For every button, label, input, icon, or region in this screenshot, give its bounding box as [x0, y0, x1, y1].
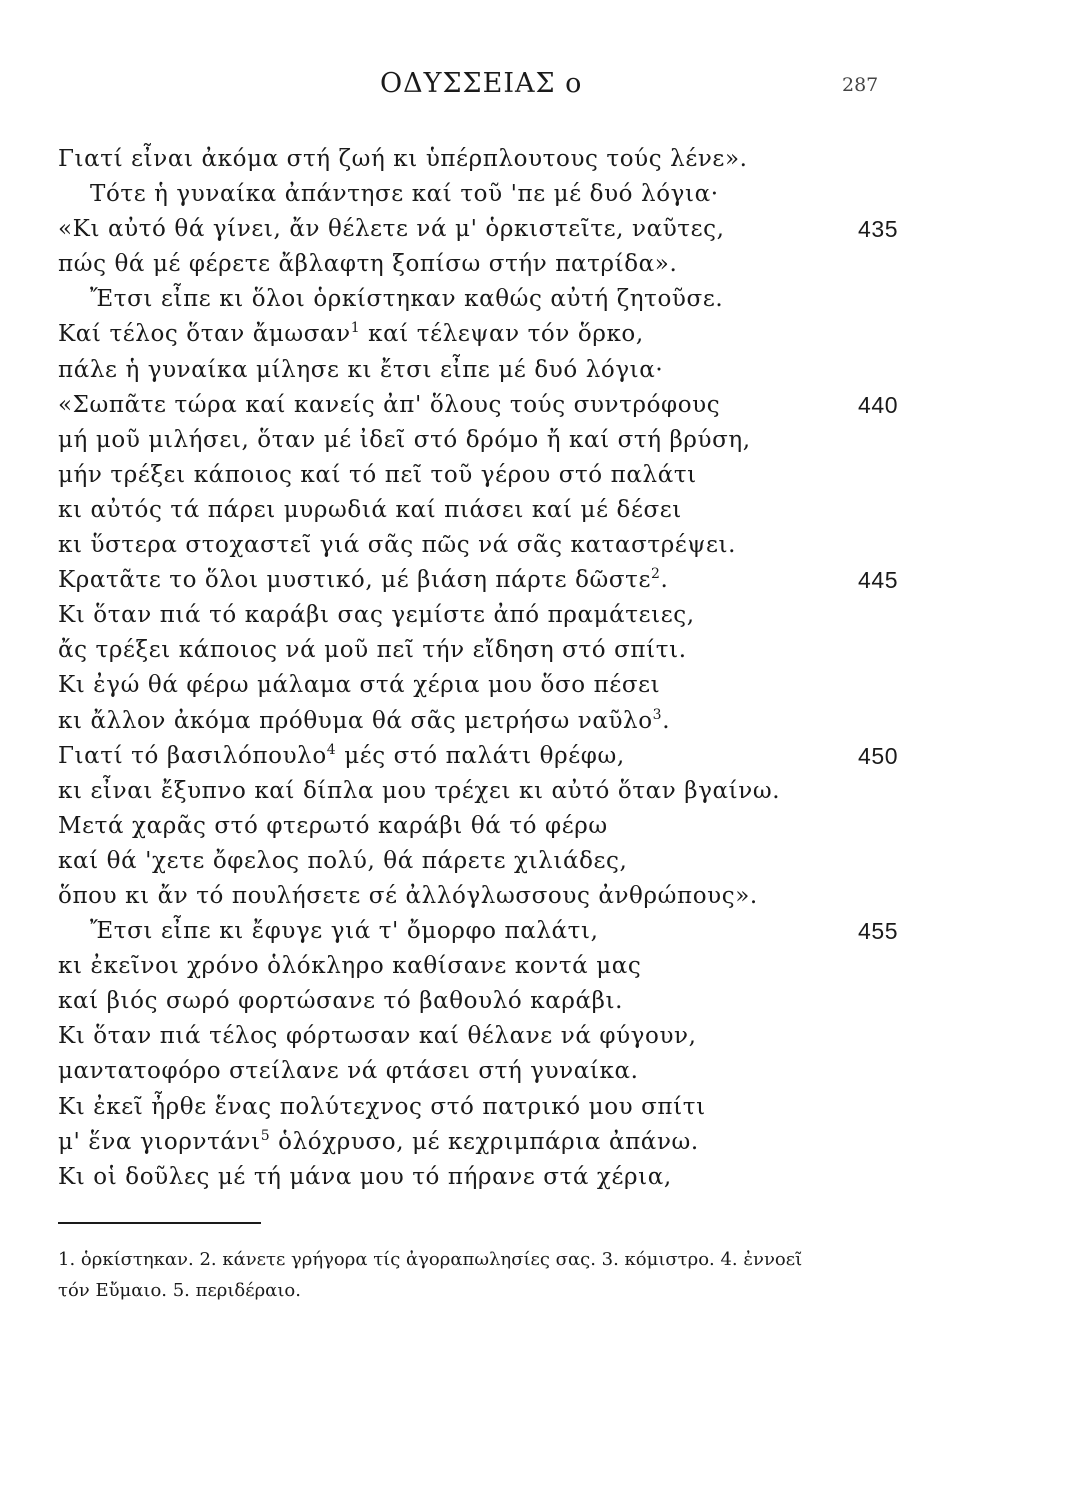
footnote-marker: 1 [350, 320, 361, 337]
line-number: 445 [858, 567, 899, 594]
verse-text-tail: μές στό παλάτι θρέφω, [336, 742, 625, 769]
verse-text-main: Κι ὅταν πιά τό καράβι σας γεμίστε ἀπό πραμάτειες, [58, 602, 695, 629]
verse-text-tail: ὁλόχρυσο, μέ κεχριμπάρια ἀπάνω. [270, 1128, 699, 1155]
verse-line [58, 282, 1018, 317]
verse-text-main: ὅπου κι ἄν τό πουλήσετε σέ ἀλλόγλωσσους ἀνθρώπους». [58, 882, 758, 909]
verse-text-main: ἄς τρέξει κάποιος νά μοῦ πεῖ τήν εἴδηση στό σπίτι. [58, 637, 687, 664]
verse-line [58, 1054, 1018, 1089]
footnotes [58, 1244, 918, 1306]
verse-line [58, 317, 1018, 352]
verse-text [58, 778, 780, 804]
footnote-marker: 3 [652, 706, 663, 723]
verse-text [58, 988, 623, 1014]
verse-text-tail: καί τέλεψαν τόν ὅρκο, [360, 321, 644, 348]
verse-text-main: «Κι αὐτό θά γίνει, ἄν θέλετε νά μ' ὁρκιστεῖτε, ναῦτες, [58, 216, 725, 243]
verse-text [58, 181, 719, 207]
line-number: 455 [858, 918, 899, 945]
verse-line [58, 528, 1018, 563]
line-number: 435 [858, 216, 899, 243]
line-number: 450 [858, 742, 899, 769]
footnote-marker: 4 [326, 741, 337, 758]
verse-line [58, 1125, 1018, 1160]
verse-text [58, 1094, 706, 1120]
verse-text-main: Γιατί τό βασιλόπουλο [58, 742, 327, 769]
verse-text-main: Κι ἐκεῖ ἦρθε ἕνας πολύτεχνος στό πατρικό μου σπίτι [58, 1093, 706, 1120]
verse-line [58, 493, 1018, 528]
verse-text-main: καί βιός σωρό φορτώσανε τό βαθουλό καράβι. [58, 988, 624, 1015]
verse-line [58, 388, 1018, 423]
verse-line [58, 949, 1018, 984]
verse-line [58, 142, 1018, 177]
verse-text-main: Γιατί εἶναι ἀκόμα στή ζωή κι ὑπέρπλουτους τούς λένε». [58, 146, 748, 172]
verse-text-main: μαντατοφόρο στείλανε νά φτάσει στή γυναίκα. [58, 1058, 639, 1085]
verse-text-main: Κρατᾶτε το ὅλοι μυστικό, μέ βιάση πάρτε δῶστε [58, 567, 652, 594]
verse-text [58, 1164, 672, 1190]
verse-text [58, 286, 723, 312]
verse-text-tail: . [660, 567, 669, 594]
verse-line [58, 177, 1018, 212]
verse-text [58, 216, 725, 242]
verse-text-main: Καί τέλος ὅταν ἄμωσαν [58, 321, 351, 348]
verse-text [58, 743, 625, 769]
verse-text [58, 357, 663, 383]
footnote-marker: 2 [651, 566, 661, 583]
verse-text [58, 1129, 699, 1155]
verse-text-main: Ἔτσι εἶπε κι ἔφυγε γιά τ' ὄμορφο παλάτι, [90, 918, 599, 945]
verse-text [58, 918, 599, 944]
verse-text-main: κι ὕστερα στοχαστεῖ γιά σᾶς πῶς νά σᾶς καταστρέψει. [58, 532, 737, 559]
running-head [0, 68, 1085, 108]
verse-line [58, 353, 1018, 388]
verse-line [58, 1160, 1018, 1195]
verse-text-main: μή μοῦ μιλήσει, ὅταν μέ ἰδεῖ στό δρόμο ἤ καί στή βρύση, [58, 426, 751, 453]
verse-text [58, 813, 608, 839]
verse-text-main: Κι οἱ δοῦλες μέ τή μάνα μου τό πήρανε στά χέρια, [58, 1163, 672, 1190]
verse-line [58, 598, 1018, 633]
verse-line [58, 809, 1018, 844]
verse-text [58, 462, 697, 488]
verse-line [58, 774, 1018, 809]
verse-line [58, 984, 1018, 1019]
verse-text-main: Τότε ἡ γυναίκα ἀπάντησε καί τοῦ 'πε μέ δυό λόγια· [90, 181, 719, 208]
verse-line [58, 879, 1018, 914]
verse-line [58, 563, 1018, 598]
verse-text [58, 602, 695, 628]
verse-text [58, 1058, 639, 1084]
verse-text-main: Κι ὅταν πιά τέλος φόρτωσαν καί θέλανε νά φύγουν, [58, 1023, 697, 1050]
verse-text-main: μήν τρέξει κάποιος καί τό πεῖ τοῦ γέρου στό παλάτι [58, 461, 697, 488]
verse-text-main: Μετά χαρᾶς στό φτερωτό καράβι θά τό φέρω [58, 812, 608, 839]
verse-line [58, 704, 1018, 739]
verse-text-main: κι αὐτός τά πάρει μυρωδιά καί πιάσει καί μέ δέσει [58, 496, 682, 523]
running-title: ΟΔΥΣΣΕΙΑΣ ο [380, 68, 583, 99]
verse-line [58, 739, 1018, 774]
verse-line [58, 458, 1018, 493]
verse-text [58, 427, 751, 453]
page-number: 287 [842, 74, 879, 96]
verse-line [58, 1019, 1018, 1054]
verse-text-main: Ἔτσι εἶπε κι ὅλοι ὁρκίστηκαν καθώς αὐτή ζητοῦσε. [90, 286, 724, 313]
verse-text [58, 672, 660, 698]
verse-line [58, 633, 1018, 668]
verse-line [58, 212, 1018, 247]
verse-text-main: Κι ἐγώ θά φέρω μάλαμα στά χέρια μου ὅσο πέσει [58, 672, 661, 699]
verse-line [58, 668, 1018, 703]
verse-text-main: κι ἄλλον ἀκόμα πρόθυμα θά σᾶς μετρήσω ναῦλο [58, 707, 653, 734]
verse-text [58, 251, 677, 277]
verse-text [58, 848, 627, 874]
verse-text-main: πώς θά μέ φέρετε ἄβλαφτη ξοπίσω στήν πατρίδα». [58, 251, 678, 278]
footnote-divider [58, 1222, 261, 1224]
verse-text [58, 146, 748, 172]
verse-text-main: «Σωπᾶτε τώρα καί κανείς ἀπ' ὅλους τούς συντρόφους [58, 391, 721, 418]
poem-text [58, 142, 1018, 1195]
verse-text [58, 532, 736, 558]
verse-text [58, 567, 668, 593]
verse-text [58, 392, 720, 418]
verse-text-main: καί θά 'χετε ὄφελος πολύ, θά πάρετε χιλιάδες, [58, 847, 628, 874]
verse-text [58, 321, 644, 347]
verse-line [58, 914, 1018, 949]
footnote-marker: 5 [260, 1127, 271, 1144]
verse-line [58, 423, 1018, 458]
verse-text-main: κι εἶναι ἔξυπνο καί δίπλα μου τρέχει κι αὐτό ὅταν βγαίνω. [58, 777, 781, 804]
verse-text-tail: . [662, 707, 671, 734]
verse-line [58, 844, 1018, 879]
footnote-line: 1. ὁρκίστηκαν. 2. κάνετε γρήγορα τίς ἀγοραπωλησίες σας. 3. κόμιστρο. 4. ἐννοεῖ [58, 1249, 803, 1270]
verse-text [58, 883, 758, 909]
verse-text [58, 1023, 697, 1049]
verse-text-main: πάλε ἡ γυναίκα μίλησε κι ἔτσι εἶπε μέ δυό λόγια· [58, 356, 664, 383]
verse-text [58, 497, 682, 523]
footnote-line: τόν Εὔμαιο. 5. περιδέραιο. [58, 1280, 301, 1301]
verse-text-main: κι ἐκεῖνοι χρόνο ὁλόκληρο καθίσανε κοντά μας [58, 953, 642, 980]
verse-line [58, 247, 1018, 282]
verse-line [58, 1090, 1018, 1125]
verse-text [58, 953, 641, 979]
line-number: 440 [858, 391, 899, 418]
verse-text [58, 708, 670, 734]
verse-text [58, 637, 687, 663]
verse-text-main: μ' ἕνα γιορντάνι [58, 1128, 261, 1155]
